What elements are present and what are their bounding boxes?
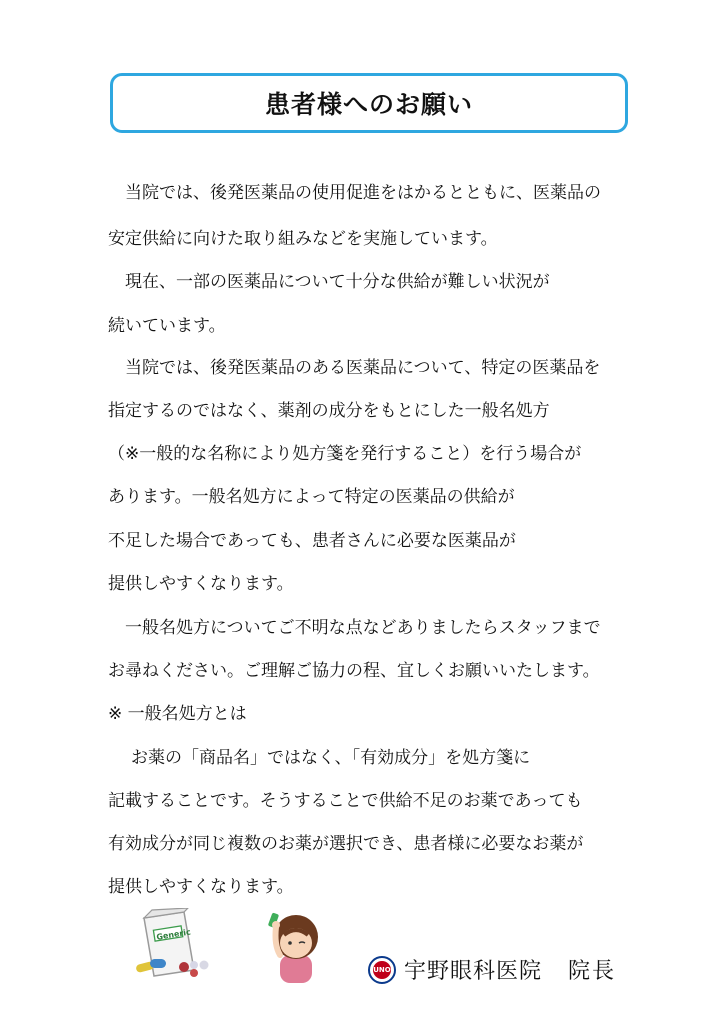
paragraph-line: お薬の「商品名」ではなく、「有効成分」を処方箋に	[131, 748, 531, 768]
paragraph-line: 当院では、後発医薬品のある医薬品について、特定の医薬品を	[125, 358, 601, 378]
clinic-logo-mark: UNO	[373, 961, 391, 979]
page-title: 患者様へのお願い	[264, 90, 473, 119]
paragraph-line: 有効成分が同じ複数のお薬が選択でき、患者様に必要なお薬が	[108, 834, 584, 854]
paragraph-line: 提供しやすくなります。	[108, 574, 294, 594]
paragraph-line: 記載することです。そうすることで供給不足のお薬であっても	[108, 791, 583, 811]
clinic-name: 宇野眼科医院	[404, 959, 543, 984]
clinic-signature	[368, 954, 616, 985]
note-heading: ※ 一般名処方とは	[108, 704, 247, 724]
bag-label: Generic	[155, 927, 192, 942]
title-box	[110, 73, 628, 133]
paragraph-line: 現在、一部の医薬品について十分な供給が難しい状況が	[125, 272, 550, 292]
paragraph-line: 続いています。	[108, 316, 226, 336]
paragraph-line: お尋ねください。ご理解ご協力の程、宜しくお願いいたします。	[108, 661, 600, 681]
director-title: 院長	[568, 959, 617, 984]
clinic-logo	[368, 956, 396, 984]
paragraph-line: 一般名処方についてご不明な点などありましたらスタッフまで	[125, 618, 601, 638]
paragraph-line: 不足した場合であっても、患者さんに必要な医薬品が	[108, 531, 516, 551]
capsule-icon	[136, 955, 216, 984]
paragraph-line: 提供しやすくなります。	[108, 877, 294, 897]
paragraph-line: 安定供給に向けた取り組みなどを実施しています。	[108, 229, 498, 249]
paragraph-line: （※一般的な名称により処方箋を発行すること）を行う場合が	[108, 444, 582, 464]
paragraph-line: 指定するのではなく、薬剤の成分をもとにした一般名処方	[108, 401, 550, 421]
paragraph-line: あります。一般名処方によって特定の医薬品の供給が	[108, 487, 515, 507]
person-eyedrop-icon	[262, 905, 328, 987]
paragraph-line: 当院では、後発医薬品の使用促進をはかるとともに、医薬品の	[125, 183, 601, 203]
